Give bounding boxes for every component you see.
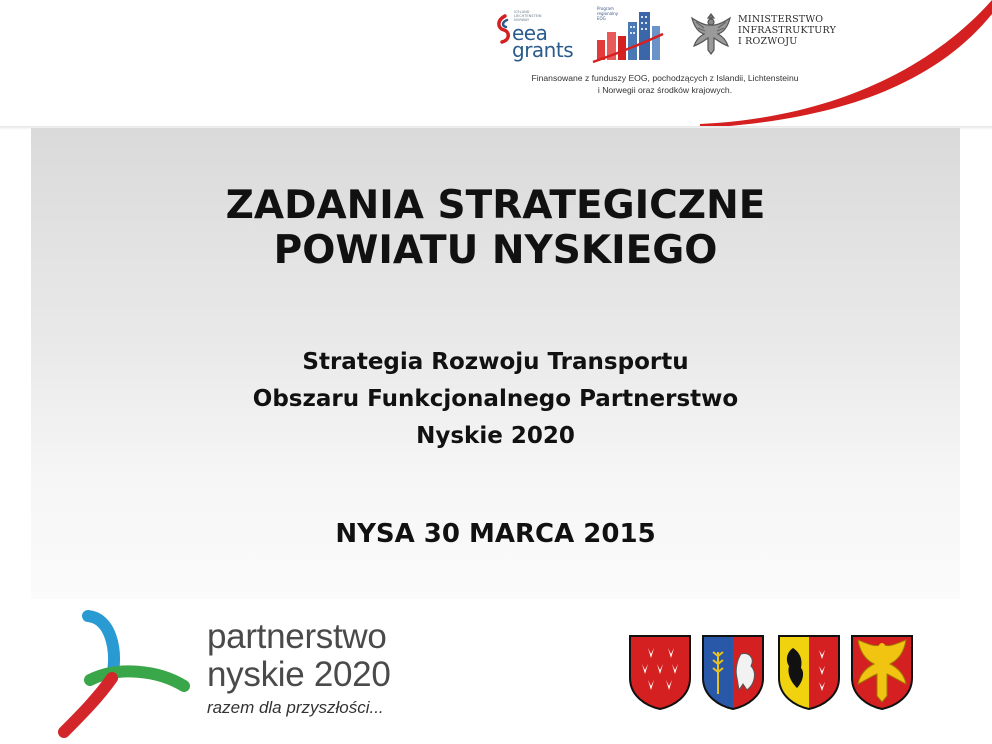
ministry-line-3: I ROZWOJU	[738, 36, 798, 47]
coat-of-arms-icon	[777, 634, 841, 710]
partnerstwo-logo-text	[207, 618, 391, 720]
grants-word: grants	[512, 38, 574, 62]
coat-of-arms-icon	[628, 634, 692, 710]
eea-word: eea	[512, 21, 548, 45]
partner-line-2: nyskie 2020	[207, 655, 391, 694]
subtitle-line-1: Strategia Rozwoju Transportu	[302, 349, 689, 375]
ministry-line-1: MINISTERSTWO	[738, 14, 824, 25]
subtitle-line-3: Nyskie 2020	[416, 423, 575, 449]
eea-grants-logo	[495, 6, 574, 64]
funding-note	[470, 72, 860, 96]
eea-swirl-icon	[495, 14, 513, 44]
partnerstwo-logo-mark	[58, 608, 190, 738]
subtitle-line-2: Obszaru Funkcjonalnego Partnerstwo	[252, 386, 739, 412]
regional-program-logo	[591, 4, 665, 66]
coat-of-arms-icon	[701, 634, 765, 710]
event-date: NYSA 30 MARCA 2015	[335, 519, 656, 549]
title-line-1: ZADANIA STRATEGICZNE	[225, 183, 766, 228]
slide-title	[31, 183, 960, 273]
slide-content	[31, 128, 960, 599]
header-banner	[0, 0, 992, 130]
partner-tagline: razem dla przyszłości...	[207, 698, 384, 717]
partner-line-1: partnerstwo	[207, 617, 387, 656]
ministry-line-2: INFRASTRUKTURY	[738, 25, 837, 36]
coats-of-arms	[628, 634, 918, 712]
ministry-name	[738, 14, 836, 47]
eea-small-text: ICELAND LIECHTENSTEIN NORWAY	[514, 10, 542, 22]
slide-subtitle	[31, 344, 960, 455]
title-line-2: POWIATU NYSKIEGO	[273, 228, 718, 273]
ministry-logo	[690, 10, 850, 60]
region-small-text: Program regionalny EOG	[597, 6, 619, 21]
polish-eagle-emblem	[690, 10, 732, 56]
funding-line-1: Finansowane z funduszy EOG, pochodzących z Islandii, Lichtensteinu	[531, 73, 799, 83]
funding-line-2: i Norwegii oraz środków krajowych.	[597, 85, 733, 95]
coat-of-arms-icon	[850, 634, 914, 710]
